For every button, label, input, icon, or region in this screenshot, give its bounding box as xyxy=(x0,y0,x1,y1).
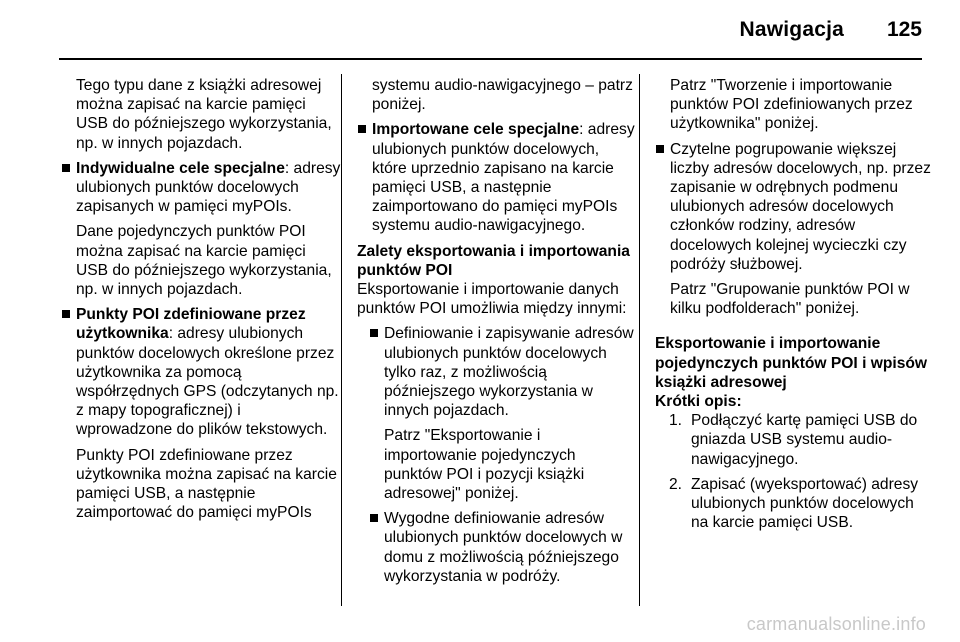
step-number: 2. xyxy=(669,475,683,493)
bullet-text: : adresy ulubionych punktów docelowych zapisanych w pamięci myPOIs. xyxy=(76,159,341,216)
bullet-text: Wygodne definiowanie adresów ulubionych punktów docelowych w domu z możliwością późniejszego wykorzystania w podróży. xyxy=(384,510,623,585)
bullet-square-icon xyxy=(370,514,378,522)
bullet-item xyxy=(61,305,341,439)
paragraph: Eksportowanie i importowanie danych punktów POI umożliwia między innymi: xyxy=(357,281,627,318)
bullet-square-icon xyxy=(62,310,70,318)
page-header xyxy=(0,0,960,60)
paragraph: Tego typu dane z książki adresowej można zapisać na karcie pamięci USB do późniejszego wykorzystania, np. w innych pojazdach. xyxy=(76,77,332,152)
bullet-term: Indywidualne cele specjalne xyxy=(76,159,285,177)
header-rule xyxy=(59,58,922,60)
paragraph: Patrz "Eksportowanie i importowanie pojedynczych punktów POI i pozycji książki adresowej" poniżej. xyxy=(384,427,585,503)
bullet-square-icon xyxy=(656,145,664,153)
page-number: 125 xyxy=(886,18,922,41)
column-2 xyxy=(357,76,637,592)
bullet-square-icon xyxy=(358,125,366,133)
step-number: 1. xyxy=(669,412,683,430)
bullet-term: Importowane cele specjalne xyxy=(372,121,580,139)
bullet-text: : adresy ulubionych punktów docelowych, które uprzednio zapisano na karcie pamięci USB, a następnie zaimportowano do pamięci myPOIs systemu audio-nawigacyjnego. xyxy=(372,121,635,235)
paragraph: Patrz "Grupowanie punktów POI w kilku podfolderach" poniżej. xyxy=(670,281,910,318)
numbered-step xyxy=(655,411,935,469)
section-title: Nawigacja xyxy=(739,18,844,41)
bullet-item xyxy=(655,140,935,274)
bullet-item xyxy=(369,509,637,586)
section-heading: Eksportowanie i importowanie pojedynczych punktów POI i wpisów książki adresowej xyxy=(655,335,928,391)
column-3 xyxy=(655,76,935,538)
step-text: Podłączyć kartę pamięci USB do gniazda USB systemu audio-nawigacyjnego. xyxy=(691,412,918,468)
bullet-square-icon xyxy=(370,329,378,337)
column-1 xyxy=(61,76,341,528)
bullet-text: : adresy ulubionych punktów docelowych określone przez użytkownika za pomocą współrzędnych GPS (odczytanych np. z mapy topograficznej) i wprowadzone do plików tekstowych. xyxy=(76,325,339,439)
bullet-square-icon xyxy=(62,164,70,172)
step-text: Zapisać (wyeksportować) adresy ulubionych punktów docelowych na karcie pamięci USB. xyxy=(691,475,919,532)
watermark: carmanualsonline.info xyxy=(746,614,926,634)
bullet-item xyxy=(357,120,637,235)
bullet-item xyxy=(61,159,341,217)
spacer xyxy=(655,324,935,334)
column-divider-2 xyxy=(639,74,640,606)
paragraph: Patrz "Tworzenie i importowanie punktów POI zdefiniowanych przez użytkownika" poniżej. xyxy=(670,77,913,133)
paragraph: systemu audio-nawigacyjnego – patrz poniżej. xyxy=(372,77,633,114)
column-divider-1 xyxy=(341,74,342,606)
paragraph: Punkty POI zdefiniowane przez użytkownika można zapisać na karcie pamięci USB, a następnie zaimportować do pamięci myPOIs xyxy=(76,446,337,522)
paragraph: Dane pojedynczych punktów POI można zapisać na karcie pamięci USB do późniejszego wykorzystania, np. w innych pojazdach. xyxy=(76,223,332,299)
bullet-text: Definiowanie i zapisywanie adresów ulubionych punktów docelowych tylko raz, z możliwością późniejszego wykorzystania w innych pojazdach. xyxy=(384,325,634,420)
sub-heading: Krótki opis: xyxy=(655,393,742,411)
bullet-term: Punkty POI zdefiniowane przez użytkownika xyxy=(76,306,306,343)
bullet-text: Czytelne pogrupowanie większej liczby adresów docelowych, np. przez zapisanie w odrębnych podmenu ulubionych adresów docelowych członków rodziny, adresów docelowych kolejnej wycieczki czy podróży służbowej. xyxy=(670,140,931,273)
bullet-item xyxy=(369,324,637,420)
numbered-step xyxy=(655,475,935,533)
section-heading: Zalety eksportowania i importowania punktów POI xyxy=(357,242,630,279)
